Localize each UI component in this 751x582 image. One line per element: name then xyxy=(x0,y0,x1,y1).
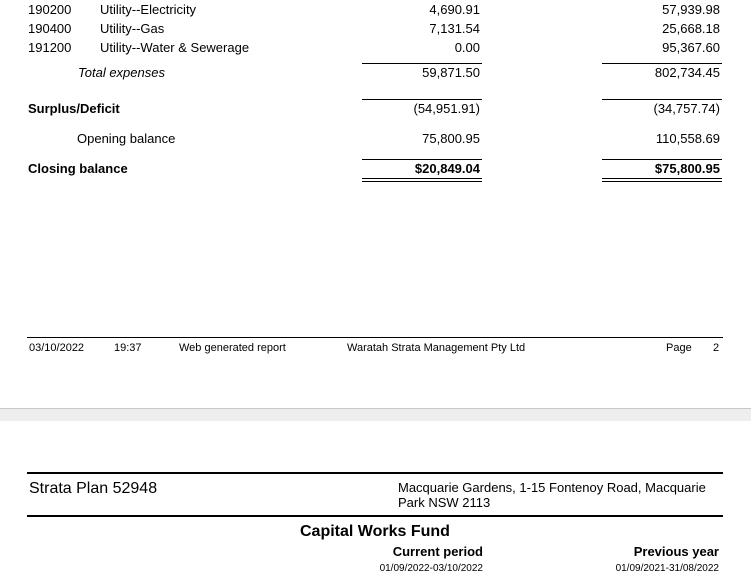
surplus-deficit-previous: (34,757.74) xyxy=(653,101,720,116)
total-expenses-current: 59,871.50 xyxy=(422,65,480,80)
header-bottom-rule xyxy=(27,515,723,517)
property-address-line1: Macquarie Gardens, 1-15 Fontenoy Road, Macquarie xyxy=(398,480,706,495)
footer-page-label: Page xyxy=(666,342,692,354)
account-name: Utility--Gas xyxy=(100,21,165,36)
subtotal-rule xyxy=(602,63,722,64)
subtotal-rule xyxy=(602,159,722,160)
current-amount: 0.00 xyxy=(454,40,480,55)
fund-title: Capital Works Fund xyxy=(300,523,450,540)
strata-plan-title: Strata Plan 52948 xyxy=(29,480,158,497)
subtotal-rule xyxy=(362,159,482,160)
double-underline xyxy=(602,178,722,182)
opening-balance-label: Opening balance xyxy=(77,131,176,146)
closing-balance-previous: $75,800.95 xyxy=(654,161,720,176)
current-period-heading: Current period xyxy=(392,544,483,559)
surplus-deficit-label: Surplus/Deficit xyxy=(28,101,120,116)
property-address-line2: Park NSW 2113 xyxy=(398,495,491,510)
current-period-range: 01/09/2022-03/10/2022 xyxy=(379,563,483,574)
footer-company: Waratah Strata Management Pty Ltd xyxy=(347,342,526,354)
previous-year-range: 01/09/2021-31/08/2022 xyxy=(615,563,719,574)
previous-amount: 57,939.98 xyxy=(662,2,720,17)
opening-balance-current: 75,800.95 xyxy=(422,131,480,146)
total-expenses-previous: 802,734.45 xyxy=(654,65,720,80)
current-amount: 4,690.91 xyxy=(429,2,480,17)
total-expenses-label: Total expenses xyxy=(78,65,165,80)
opening-balance-previous: 110,558.69 xyxy=(655,131,720,146)
surplus-deficit-current: (54,951.91) xyxy=(413,101,480,116)
header-top-rule xyxy=(27,472,723,474)
current-amount: 7,131.54 xyxy=(429,21,480,36)
footer-report-type: Web generated report xyxy=(179,342,286,354)
closing-balance-label: Closing balance xyxy=(28,161,128,176)
account-code: 190400 xyxy=(28,21,72,36)
account-code: 191200 xyxy=(28,40,72,55)
double-underline xyxy=(362,178,482,182)
subtotal-rule xyxy=(362,63,482,64)
footer-time: 19:37 xyxy=(114,342,142,354)
report-page-2 xyxy=(0,421,751,582)
footer-page-number: 2 xyxy=(713,342,720,354)
previous-year-heading: Previous year xyxy=(633,544,719,559)
subtotal-rule xyxy=(362,99,482,100)
closing-balance-current: $20,849.04 xyxy=(414,161,480,176)
footer-date: 03/10/2022 xyxy=(29,342,85,354)
account-name: Utility--Electricity xyxy=(100,2,197,17)
account-name: Utility--Water & Sewerage xyxy=(100,40,250,55)
previous-amount: 95,367.60 xyxy=(662,40,720,55)
page-separator xyxy=(0,408,751,422)
footer-rule xyxy=(27,337,723,338)
subtotal-rule xyxy=(602,99,722,100)
previous-amount: 25,668.18 xyxy=(662,21,720,36)
account-code: 190200 xyxy=(28,2,72,17)
